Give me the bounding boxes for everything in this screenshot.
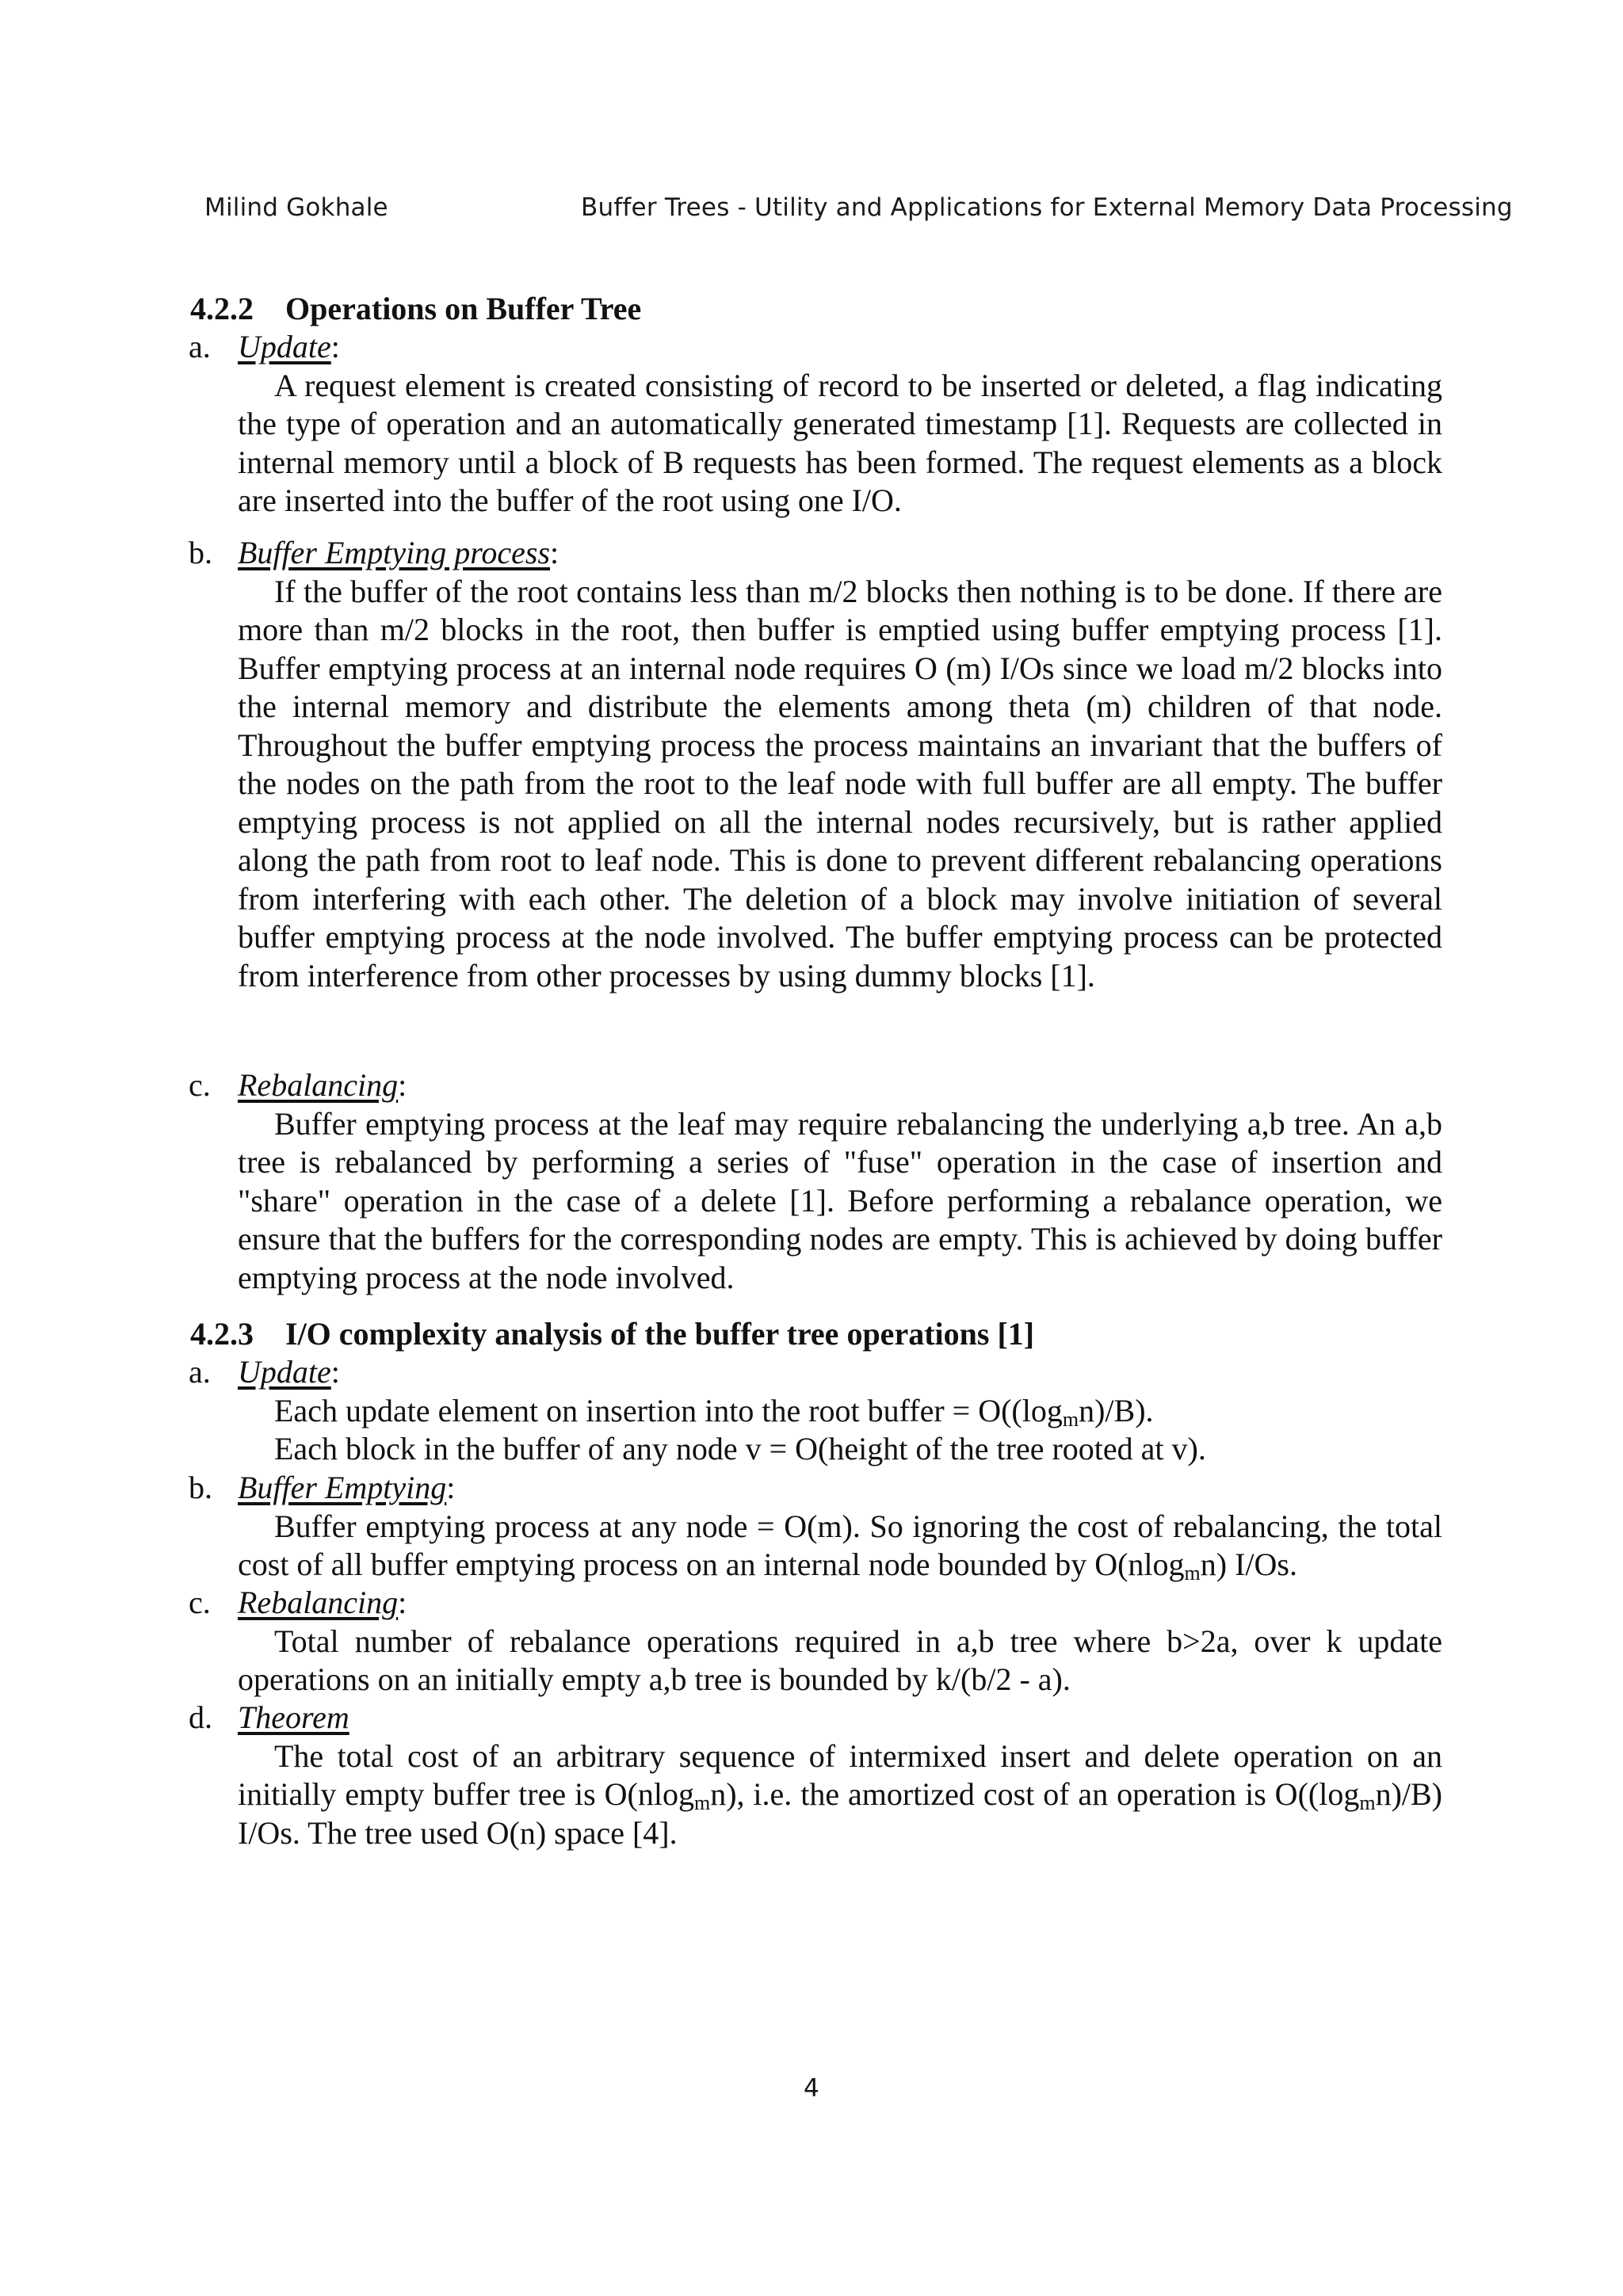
list-marker: b. xyxy=(189,1470,212,1505)
item-title: Buffer Emptying xyxy=(238,1470,447,1505)
section-title: Operations on Buffer Tree xyxy=(285,291,642,326)
item-line-1: Each update element on insertion into the root buffer = $O((\log_mn)/B)$. xyxy=(274,1392,1154,1431)
item-colon: : xyxy=(550,535,559,570)
item-paragraph: Buffer emptying process at any node = O(m). So ignoring the cost of rebalancing, the total cost of all buffer emptying process on an internal node bounded by O(nlog$_m$n) I/Os. xyxy=(238,1508,1442,1585)
item-paragraph: The total cost of an arbitrary sequence of intermixed insert and delete operation on an initially empty buffer tree is O(nlog$_m$n), i.e. the amortized cost of an operation is $O((\log_mn)/B)$ I/Os. The tree used O(n) space [4]. xyxy=(238,1737,1442,1851)
item-paragraph: A request element is created consisting of record to be inserted or deleted, a flag indicating the type of operation and an automatically generated timestamp [1]. Requests are collected in internal memory until a block of B requests has been formed. The request elements as a block are inserted into the buffer of the root using one I/O. xyxy=(238,367,1442,518)
list-marker: d. xyxy=(189,1699,212,1735)
item-title: Update xyxy=(238,1354,331,1390)
running-header-author: Milind Gokhale xyxy=(204,193,388,222)
list-item-rebalancing-complexity xyxy=(189,1584,1442,1699)
list-marker: a. xyxy=(189,329,211,364)
list-item-rebalancing xyxy=(189,1066,1442,1297)
list-item-update xyxy=(189,328,1442,521)
item-colon: : xyxy=(398,1067,407,1103)
list-item-buffer-emptying-complexity xyxy=(189,1469,1442,1585)
list-marker: a. xyxy=(189,1354,211,1390)
item-title: Buffer Emptying process xyxy=(238,535,551,570)
item-colon: : xyxy=(330,1354,340,1390)
item-paragraph: Total number of rebalance operations required in a,b tree where b>2a, over k update operations on an initially empty a,b tree is bounded by k/(b/2 - a). xyxy=(238,1623,1442,1697)
list-item-update-complexity xyxy=(189,1353,1442,1469)
item-title: Theorem xyxy=(238,1699,349,1735)
item-title: Rebalancing xyxy=(238,1585,399,1620)
list-marker: c. xyxy=(189,1067,211,1103)
item-paragraph: If the buffer of the root contains less than m/2 blocks then nothing is to be done. If there are more than m/2 blocks in the root, then buffer is emptied using buffer emptying process [1]. Buffer emptying process at an internal node requires O (m) I/Os since we load m/2 blocks into the internal memory and distribute the elements among theta (m) children of that node. Throughout the buffer emptying process the process maintains an invariant that the buffers of the nodes on the path from the root to the leaf node with full buffer are all empty. The buffer emptying process is not applied on all the internal nodes recursively, but is rather applied along the path from root to leaf node. This is done to prevent different rebalancing operations from interfering with each other. The deletion of a block may involve initiation of several buffer emptying process at the node involved. The buffer emptying process can be protected from interference from other processes by using dummy blocks [1]. xyxy=(238,573,1442,994)
running-header-title: Buffer Trees - Utility and Applications for External Memory Data Processing xyxy=(581,193,1513,222)
item-line-2: Each block in the buffer of any node v = O(height of the tree rooted at v). xyxy=(274,1431,1206,1466)
section-title: I/O complexity analysis of the buffer tree operations [1] xyxy=(285,1316,1035,1352)
item-colon: : xyxy=(330,329,340,364)
item-paragraph: Buffer emptying process at the leaf may require rebalancing the underlying a,b tree. An a,b tree is rebalanced by performing a series of "fuse" operation in the case of insertion and "share" operation in the case of a delete [1]. Before performing a rebalance operation, we ensure that the buffers for the corresponding nodes are empty. This is achieved by doing buffer emptying process at the node involved. xyxy=(238,1105,1442,1295)
section-number: 4.2.2 xyxy=(190,291,254,326)
item-title: Rebalancing xyxy=(238,1067,399,1103)
item-title: Update xyxy=(238,329,331,364)
section-number: 4.2.3 xyxy=(190,1316,254,1352)
list-marker: b. xyxy=(189,535,212,570)
item-colon: : xyxy=(398,1585,407,1620)
list-marker: c. xyxy=(189,1585,211,1620)
list-item-theorem xyxy=(189,1699,1442,1852)
page-number: 4 xyxy=(804,2074,819,2103)
item-colon: : xyxy=(446,1470,456,1505)
list-item-buffer-emptying-process xyxy=(189,534,1442,995)
